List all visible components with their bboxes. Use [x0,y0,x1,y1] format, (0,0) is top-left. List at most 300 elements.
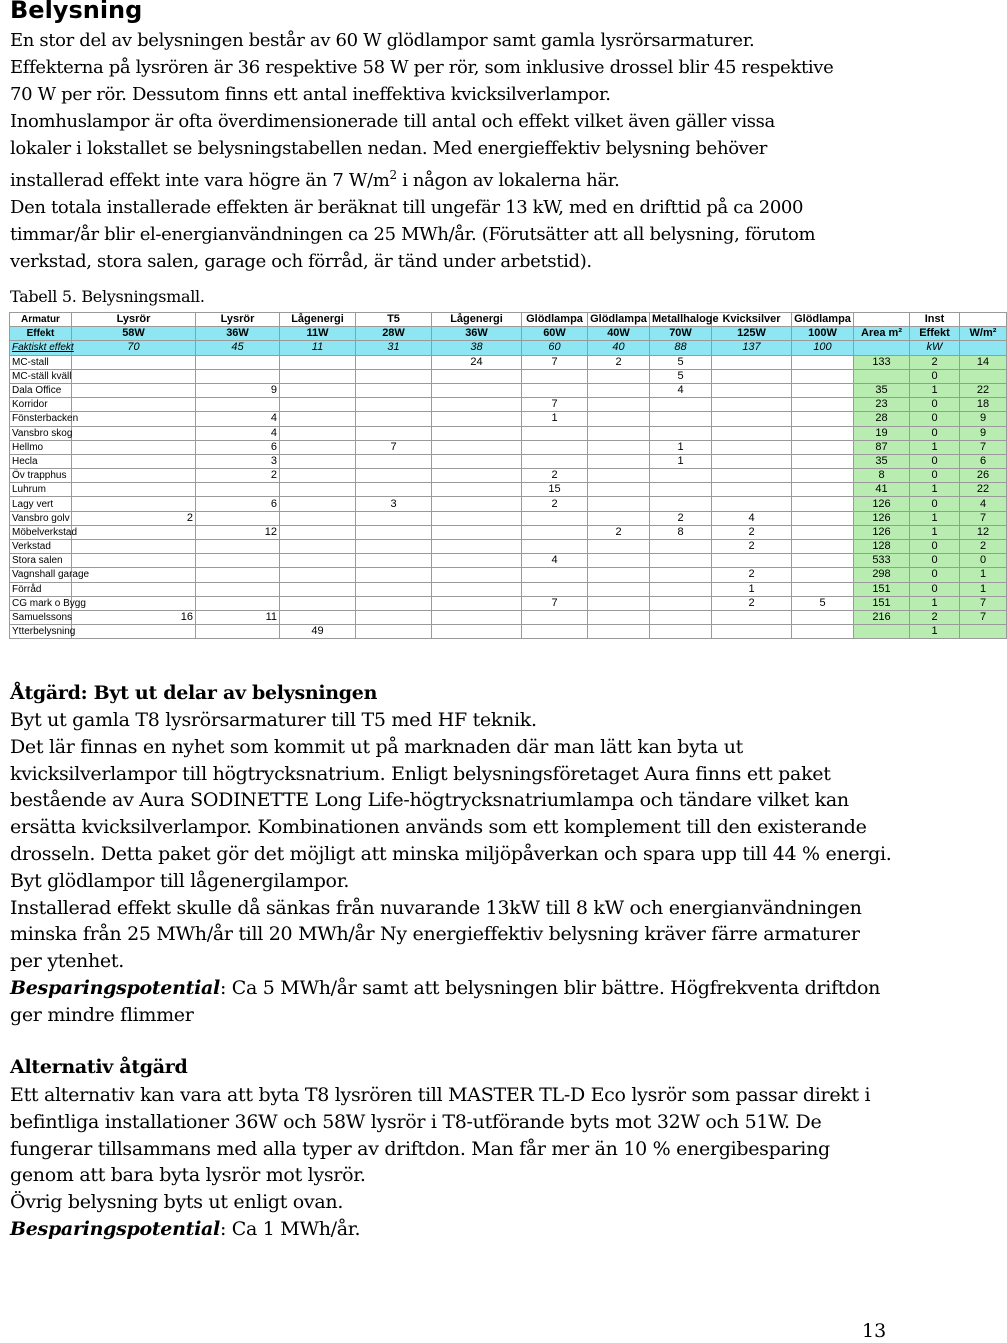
table-cell: 0 [910,426,960,440]
table-cell [196,355,280,369]
table-cell: 298 [854,568,910,582]
table-cell [280,454,356,468]
table-cell: Glödlampa [522,313,588,327]
table-cell [522,582,588,596]
table-cell [588,511,650,525]
table-cell [280,469,356,483]
row-label-cell: CG mark o Bygg [10,596,72,610]
table-cell [588,568,650,582]
table-cell [792,426,854,440]
table-cell [280,540,356,554]
table-cell: 151 [854,596,910,610]
table-cell [792,483,854,497]
table-cell [356,483,432,497]
table-cell [650,426,712,440]
row-label-cell: Stora salen [10,554,72,568]
table-cell [432,426,522,440]
table-cell [712,355,792,369]
table-cell [712,625,792,639]
table-cell: 0 [910,454,960,468]
table-row [10,568,1007,582]
intro-line: En stor del av belysningen består av 60 W glödlampor samt gamla lysrörsarmaturer. [10,30,755,51]
row-label-cell: Faktiskt effekt [10,341,72,355]
table-cell [72,383,196,397]
table-cell [650,483,712,497]
table-cell: 19 [854,426,910,440]
table-cell: 4 [196,426,280,440]
table-cell [196,582,280,596]
table-cell: 31 [356,341,432,355]
table-row [10,540,1007,554]
table-cell: 126 [854,497,910,511]
table-cell: Effekt [910,327,960,341]
table-cell [792,582,854,596]
action-text [10,707,950,1029]
table-cell [280,369,356,383]
table-cell: 2 [72,511,196,525]
table-cell: 8 [650,525,712,539]
row-label-cell: Öv trapphus [10,469,72,483]
table-cell [854,625,910,639]
table-cell [522,525,588,539]
table-cell: 12 [960,525,1007,539]
table-cell: 5 [650,355,712,369]
savings-line [10,975,950,1002]
table-cell [72,469,196,483]
table-cell [280,426,356,440]
table-cell: 35 [854,383,910,397]
table-cell [72,398,196,412]
table-cell: 2 [522,497,588,511]
intro-line: verkstad, stora salen, garage och förråd, är tänd under arbetstid). [10,251,592,272]
page-number: 13 [862,1320,887,1342]
table-cell: 2 [650,511,712,525]
table-cell [650,610,712,624]
table-cell [72,497,196,511]
table-cell [712,497,792,511]
table-cell [712,398,792,412]
table-cell: 45 [196,341,280,355]
table-cell [854,313,910,327]
table-cell [792,412,854,426]
table-cell: Area m² [854,327,910,341]
table-cell [650,540,712,554]
table-cell [356,525,432,539]
table-cell: 6 [960,454,1007,468]
table-cell: 1 [910,625,960,639]
table-cell: 22 [960,483,1007,497]
table-row [10,454,1007,468]
table-cell [280,355,356,369]
table-cell: 60 [522,341,588,355]
table-cell: 15 [522,483,588,497]
table-cell [792,469,854,483]
row-label-cell: Dala Office [10,383,72,397]
table-cell: 100 [792,341,854,355]
row-label-cell: Luhrum [10,483,72,497]
savings-label: Besparingspotential [10,1217,220,1240]
table-cell: 2 [910,610,960,624]
table-cell [72,440,196,454]
table-cell [712,440,792,454]
table-cell [588,483,650,497]
table-cell [432,412,522,426]
table-cell: 0 [910,540,960,554]
alternative-text [10,1082,950,1243]
table-cell [712,483,792,497]
table-cell [588,469,650,483]
table-cell: 28 [854,412,910,426]
table-cell: Lysrör [196,313,280,327]
table-cell [588,554,650,568]
table-cell: 40W [588,327,650,341]
table-cell [72,369,196,383]
table-cell: 23 [854,398,910,412]
table-cell: 4 [960,497,1007,511]
table-cell: 9 [960,426,1007,440]
table-cell [356,596,432,610]
table-cell [588,625,650,639]
table-row [10,440,1007,454]
table-cell [588,596,650,610]
table-cell [432,398,522,412]
table-cell: 0 [910,568,960,582]
table-cell: 2 [522,469,588,483]
table-cell [650,398,712,412]
table-cell: 2 [712,540,792,554]
intro-fragment: i någon av lokalerna här. [396,170,620,191]
table-cell [72,454,196,468]
table-cell: Kvicksilver [712,313,792,327]
table-cell [650,412,712,426]
table-cell [588,540,650,554]
table-row [10,554,1007,568]
table-cell [432,568,522,582]
table-cell [792,369,854,383]
table-cell [712,412,792,426]
table-cell: 1 [910,383,960,397]
savings-text: : Ca 1 MWh/år. [219,1217,361,1240]
table-cell: 2 [588,355,650,369]
table-cell [280,511,356,525]
table-cell [280,610,356,624]
table-cell [356,412,432,426]
table-cell [356,426,432,440]
table-cell: 2 [588,525,650,539]
table-row [10,497,1007,511]
table-cell [356,469,432,483]
table-cell [280,483,356,497]
table-cell [792,610,854,624]
table-cell: 22 [960,383,1007,397]
table-cell [432,454,522,468]
table-cell [280,398,356,412]
table-cell [792,568,854,582]
action-line: bestående av Aura SODINETTE Long Life-högtrycksnatriumlampa och tändare vilket kan [10,789,849,812]
table-row [10,483,1007,497]
table-cell [72,483,196,497]
table-cell [588,610,650,624]
table-cell: 2 [196,469,280,483]
table-cell: 151 [854,582,910,596]
table-cell [356,568,432,582]
table-cell [432,554,522,568]
table-cell: Glödlampa [588,313,650,327]
action-line: Byt glödlampor till lågenergilampor. [10,869,350,892]
row-label-cell: Möbelverkstad [10,525,72,539]
table-cell: 4 [712,511,792,525]
table-caption: Tabell 5. Belysningsmall. [10,287,205,306]
row-label-cell: Korridor [10,398,72,412]
table-cell: 1 [960,568,1007,582]
intro-line [10,162,950,194]
table-cell: 18 [960,398,1007,412]
savings-line [10,1216,950,1243]
table-cell: 7 [960,610,1007,624]
table-cell: 7 [522,596,588,610]
table-cell: 36W [432,327,522,341]
table-cell: Lågenergi [432,313,522,327]
table-cell: 0 [910,554,960,568]
table-cell: 7 [356,440,432,454]
table-cell: 1 [650,454,712,468]
table-cell [196,540,280,554]
table-cell: 216 [854,610,910,624]
action-line: ersätta kvicksilverlampor. Kombinationen används som ett komplement till den existerande [10,816,867,839]
table-cell [196,568,280,582]
table-cell: 1 [712,582,792,596]
table-cell [356,511,432,525]
row-label-cell: Hecla [10,454,72,468]
table-row [10,610,1007,624]
action-line: Det lär finnas en nyhet som kommit ut på marknaden där man lätt kan byta ut [10,735,743,758]
table-cell [356,625,432,639]
table-cell [712,454,792,468]
action-line: drosseln. Detta paket gör det möjligt att minska miljöpåverkan och spara upp till 44 % energi. [10,842,892,865]
row-label-cell: Vagnshall garage [10,568,72,582]
row-label-cell: Hellmo [10,440,72,454]
table-cell [432,582,522,596]
table-cell: T5 [356,313,432,327]
table-cell [356,383,432,397]
table-cell: 40 [588,341,650,355]
table-cell [280,412,356,426]
table-cell: 49 [280,625,356,639]
table-cell: 0 [910,412,960,426]
table-cell: 100W [792,327,854,341]
table-cell [588,369,650,383]
table-cell: 533 [854,554,910,568]
savings-label: Besparingspotential [10,976,220,999]
table-cell [196,511,280,525]
table-cell [196,398,280,412]
row-label-cell: Effekt [10,327,72,341]
table-cell: 8 [854,469,910,483]
table-cell: 36W [196,327,280,341]
table-row [10,355,1007,369]
table-cell [72,540,196,554]
table-cell [792,383,854,397]
table-cell: 70W [650,327,712,341]
section-heading: Belysning [10,0,143,24]
table-cell: 12 [196,525,280,539]
table-cell [72,525,196,539]
table-cell [650,625,712,639]
intro-line: Inomhuslampor är ofta överdimensionerade till antal och effekt vilket även gäller vissa [10,111,775,132]
table-cell [712,369,792,383]
table-cell [522,511,588,525]
table-cell [432,625,522,639]
table-cell: 0 [960,554,1007,568]
table-cell: Glödlampa [792,313,854,327]
table-cell: 128 [854,540,910,554]
alternative-line: genom att bara byta lysrör mot lysrör. [10,1164,366,1187]
table-cell [712,610,792,624]
table-cell: 1 [910,511,960,525]
table-cell: 0 [910,582,960,596]
table-cell: 2 [712,568,792,582]
row-label-cell: Vansbro golv [10,511,72,525]
table-cell [72,554,196,568]
table-cell [522,426,588,440]
table-row [10,412,1007,426]
table-cell: 3 [196,454,280,468]
table-cell: 28W [356,327,432,341]
table-row [10,369,1007,383]
alternative-line: befintliga installationer 36W och 58W lysrör i T8-utförande byts mot 32W och 51W. De [10,1110,822,1133]
table-cell [72,412,196,426]
table-cell [196,554,280,568]
table-cell: 0 [910,398,960,412]
table-cell [854,369,910,383]
table-cell [522,383,588,397]
table-cell: 0 [910,497,960,511]
table-row [10,625,1007,639]
savings-line-cont: ger mindre flimmer [10,1003,194,1026]
table-header-row [10,327,1007,341]
table-cell: 7 [960,511,1007,525]
table-cell [280,440,356,454]
table-cell: 1 [650,440,712,454]
table-cell: 1 [910,440,960,454]
table-row [10,511,1007,525]
table-cell: 26 [960,469,1007,483]
table-cell [792,540,854,554]
table-cell [650,596,712,610]
table-cell: 1 [910,483,960,497]
table-cell [522,568,588,582]
intro-line: lokaler i lokstallet se belysningstabellen nedan. Med energieffektiv belysning behöver [10,138,768,159]
table-cell [792,454,854,468]
table-cell: 126 [854,511,910,525]
table-cell: 7 [960,596,1007,610]
table-cell: 133 [854,355,910,369]
table-cell [432,610,522,624]
table-cell: 7 [522,355,588,369]
table-cell [712,469,792,483]
table-cell [588,412,650,426]
table-cell [72,625,196,639]
table-cell [792,625,854,639]
table-cell [280,568,356,582]
table-cell [960,369,1007,383]
table-cell: 7 [960,440,1007,454]
table-cell: 38 [432,341,522,355]
table-cell [522,369,588,383]
savings-text: : Ca 5 MWh/år samt att belysningen blir bättre. Högfrekventa driftdon [219,976,881,999]
action-line: kvicksilverlampor till högtrycksnatrium. Enligt belysningsföretaget Aura finns ett paket [10,762,831,785]
table-cell: 24 [432,355,522,369]
table-cell [588,426,650,440]
alternative-heading: Alternativ åtgärd [10,1056,188,1078]
table-cell [792,398,854,412]
table-cell [196,369,280,383]
table-cell: 0 [910,469,960,483]
table-cell: Lågenergi [280,313,356,327]
table-cell [960,625,1007,639]
table-cell: 11W [280,327,356,341]
table-row [10,426,1007,440]
table-cell [792,525,854,539]
table-cell: 87 [854,440,910,454]
table-cell [72,426,196,440]
table-cell: 7 [522,398,588,412]
lighting-table [9,312,1007,639]
table-cell [432,383,522,397]
table-cell [522,454,588,468]
table-cell [280,582,356,596]
table-cell: 1 [522,412,588,426]
table-cell [356,454,432,468]
table-cell [792,554,854,568]
table-cell: 70 [72,341,196,355]
table-cell [588,582,650,596]
table-cell [588,440,650,454]
table-cell [432,511,522,525]
table-cell [356,610,432,624]
table-cell [356,540,432,554]
table-cell [712,554,792,568]
table-cell: 3 [356,497,432,511]
table-cell [432,369,522,383]
table-cell [280,525,356,539]
table-cell: 125W [712,327,792,341]
table-cell: 2 [712,525,792,539]
table-cell [650,582,712,596]
row-label-cell: MC-stall [10,355,72,369]
table-row [10,596,1007,610]
table-cell: 1 [960,582,1007,596]
table-cell: 1 [910,596,960,610]
table-cell: 41 [854,483,910,497]
table-cell [432,540,522,554]
table-cell [280,596,356,610]
table-row [10,582,1007,596]
table-cell [72,596,196,610]
table-cell [588,383,650,397]
table-cell [650,497,712,511]
table-cell: W/m² [960,327,1007,341]
intro-line: Den totala installerade effekten är beräknat till ungefär 13 kW, med en drifttid på ca 2000 [10,197,804,218]
table-cell: 16 [72,610,196,624]
table-cell [650,568,712,582]
table-cell: 137 [712,341,792,355]
table-cell [72,582,196,596]
table-cell [960,341,1007,355]
table-cell [588,497,650,511]
table-cell: 4 [196,412,280,426]
action-line: Byt ut gamla T8 lysrörsarmaturer till T5 med HF teknik. [10,709,537,731]
